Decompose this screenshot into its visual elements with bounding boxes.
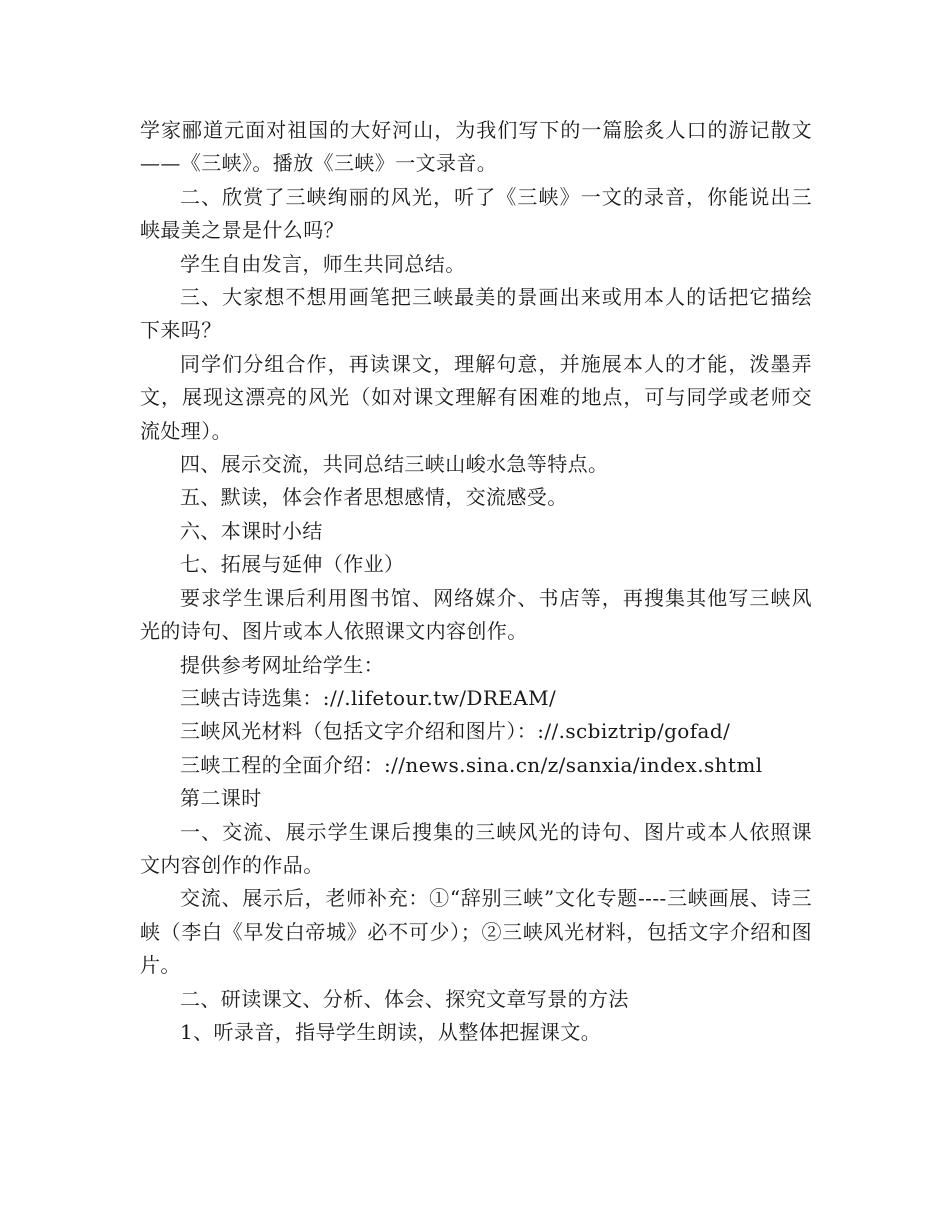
paragraph: 四、展示交流，共同总结三峡山峻水急等特点。 bbox=[180, 452, 609, 477]
paragraph: 六、本课时小结 bbox=[180, 518, 323, 543]
paragraph-link: 三峡古诗选集：://.lifetour.tw/DREAM/ bbox=[180, 685, 557, 710]
paragraph: 二、欣赏了三峡绚丽的风光，听了《三峡》一文的录音，你能说出三峡最美之景是什么吗？ bbox=[140, 184, 812, 243]
paragraph: 五、默读，体会作者思想感情，交流感受。 bbox=[180, 485, 568, 510]
paragraph-link: 三峡风光材料（包括文字介绍和图片）：://.scbiztrip/gofad/ bbox=[180, 719, 731, 744]
section-heading: 第二课时 bbox=[180, 786, 262, 811]
paragraph: 一、交流、展示学生课后搜集的三峡风光的诗句、图片或本人依照课文内容创作的作品。 bbox=[140, 819, 812, 877]
paragraph: 三、大家想不想用画笔把三峡最美的景画出来或用本人的话把它描绘下来吗？ bbox=[140, 285, 812, 343]
paragraph-link: 三峡工程的全面介绍：://news.sina.cn/z/sanxia/index.shtml bbox=[180, 752, 763, 777]
paragraph: 二、研读课文、分析、体会、探究文章写景的方法 bbox=[180, 986, 629, 1011]
paragraph: 学家郦道元面对祖国的大好河山，为我们写下的一篇脍炙人口的游记散文——《三峡》。播放《三峡》一文录音。 bbox=[140, 118, 812, 176]
paragraph: 学生自由发言，师生共同总结。 bbox=[180, 251, 466, 276]
document-body bbox=[140, 114, 812, 1049]
paragraph: 1、听录音，指导学生朗读，从整体把握课文。 bbox=[180, 1019, 602, 1044]
paragraph: 提供参考网址给学生： bbox=[180, 652, 384, 677]
paragraph: 同学们分组合作，再读课文，理解句意，并施展本人的才能，泼墨弄文，展现这漂亮的风光（如对课文理解有困难的地点，可与同学或老师交流处理）。 bbox=[140, 351, 812, 443]
paragraph: 要求学生课后利用图书馆、网络媒介、书店等，再搜集其他写三峡风光的诗句、图片或本人依照课文内容创作。 bbox=[140, 585, 812, 644]
paragraph: 交流、展示后，老师补充：①“辞别三峡”文化专题----三峡画展、诗三峡（李白《早发白帝城》必不可少）；②三峡风光材料，包括文字介绍和图片。 bbox=[140, 886, 812, 978]
paragraph: 七、拓展与延伸（作业） bbox=[180, 552, 405, 577]
